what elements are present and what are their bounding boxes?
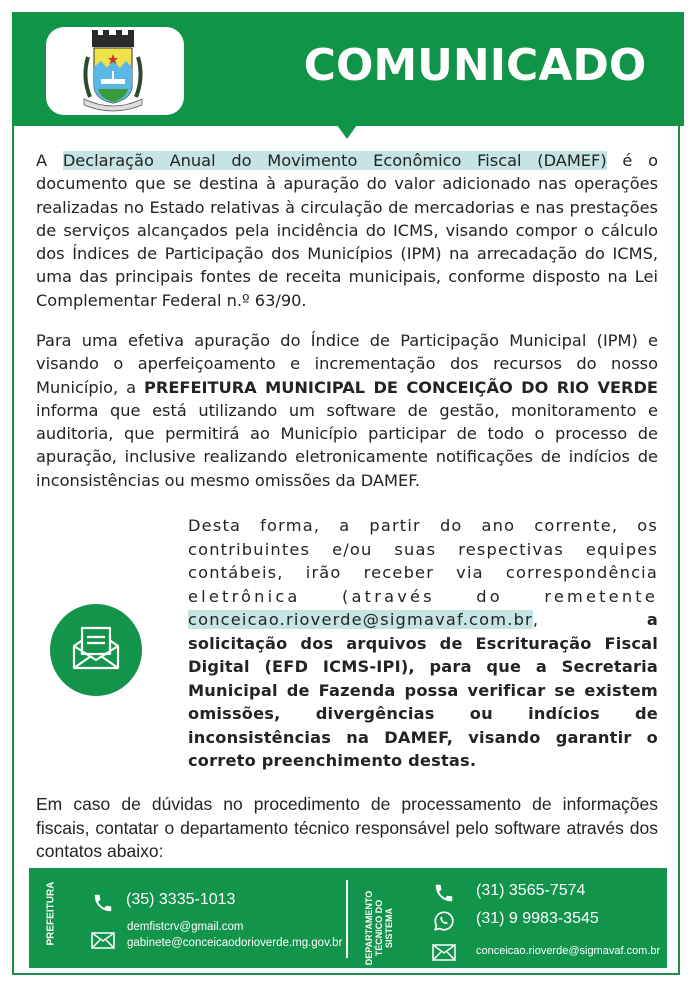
departamento-label: [364, 888, 394, 968]
footer-divider: [346, 880, 348, 958]
p3-request-bold: a solicitação dos arquivos de Escrituração Fiscal Digital (EFD ICMS-IPI), para que a Secretaria Municipal de Fazenda possa verificar se existem omissões, divergências ou indícios de inconsistências na DAMEF, visando garantir o correto preenchimento destas.: [188, 610, 658, 770]
page-title: COMUNICADO: [303, 40, 647, 91]
paragraph-damef-definition: [36, 149, 658, 312]
p2-lead: Para uma efetiva apuração do Índice de Participação Municipal (IPM) e visando o aperfeiçoamento e incrementação dos recursos do nosso Município, a: [36, 331, 658, 397]
paragraph-ipm: [36, 329, 658, 492]
prefeitura-label: PREFEITURA: [45, 881, 57, 946]
envelope-icon: [432, 944, 456, 961]
p3-comma: ,: [532, 610, 647, 629]
p3-spaced: eletrônica (através do remetente: [188, 586, 658, 606]
sender-email-link[interactable]: conceicao.rioverde@sigmavaf.com.br: [188, 610, 533, 629]
prefeitura-email-2[interactable]: gabinete@conceicaodorioverde.mg.gov.br: [127, 937, 343, 949]
speech-pointer: [337, 125, 357, 139]
phone-icon: [92, 892, 114, 914]
coat-of-arms-icon: [46, 27, 184, 115]
p3-lead: Desta forma, a partir do ano corrente, os contribuintes e/ou suas respectivas equipes contábeis, irão receber via correspondência: [188, 516, 658, 582]
p2-rest: informa que está utilizando um software de gestão, monitoramento e auditoria, que permitirá ao Município participar de todo o processo de apuração, inclusive realizando eletronicamente notificações de indícios de inconsistências ou mesmo omissões da DAMEF.: [36, 400, 658, 490]
prefeitura-email-1[interactable]: demfistcrv@gmail.com: [127, 921, 244, 933]
envelope-icon: [91, 932, 115, 949]
p1-highlight: Declaração Anual do Movimento Econômico Fiscal (DAMEF): [62, 151, 607, 170]
open-envelope-icon: [50, 604, 142, 696]
p1-rest: é o documento que se destina à apuração do valor adicionado nas operações realizadas no Estado relativas à circulação de mercadorias e nas prestações de serviços alcançados pela incidência do ICMS, visando compor o cálculo dos Índices de Participação dos Municípios (IPM) na arrecadação do ICMS, uma das principais fontes de receita municipais, conforme disposto na Lei Complementar Federal n.º 63/90.: [36, 151, 658, 310]
p2-prefeitura-bold: PREFEITURA MUNICIPAL DE CONCEIÇÃO DO RIO VERDE: [144, 377, 658, 397]
phone-icon: [433, 882, 455, 904]
department-email[interactable]: conceicao.rioverde@sigmavaf.com.br: [476, 945, 661, 957]
prefeitura-phone[interactable]: (35) 3335-1013: [126, 891, 236, 908]
dept-label-line-1: DEPARTAMENTO: [364, 890, 374, 966]
department-phone[interactable]: (31) 3565-7574: [476, 882, 586, 899]
whatsapp-icon: [433, 910, 455, 932]
dept-label-line-3: SISTEMA: [384, 908, 394, 949]
paragraph-notification: [188, 514, 658, 773]
municipal-logo: [46, 27, 184, 115]
paragraph-contact-intro: Em caso de dúvidas no procedimento de processamento de informações fiscais, contatar o departamento técnico responsável pelo software através dos contatos abaixo:: [36, 794, 658, 861]
department-whatsapp[interactable]: (31) 9 9983-3545: [476, 910, 599, 927]
mail-circle-badge: [50, 604, 142, 696]
p1-lead: A: [36, 151, 63, 170]
dept-label-line-2: TÉCNICO DO: [374, 899, 384, 957]
contact-footer: [29, 868, 667, 968]
